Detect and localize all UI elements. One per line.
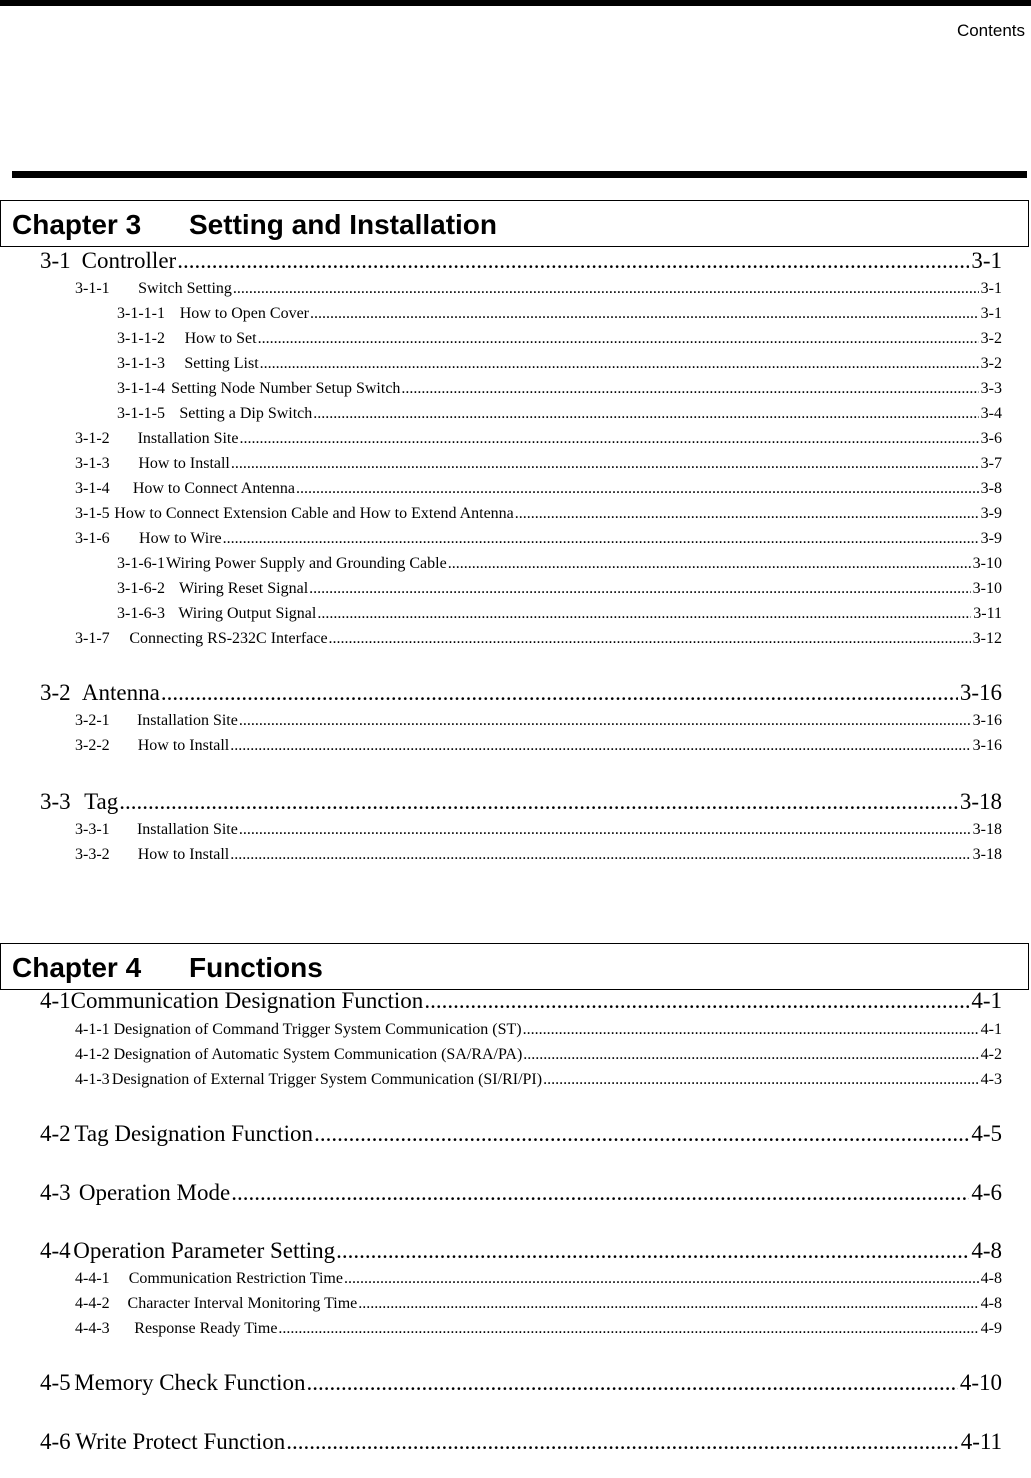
section-number: 3-1-1	[75, 280, 110, 297]
section-title: Designation of Command Trigger System Communication (ST)	[113, 1021, 522, 1038]
toc-entry[interactable]	[40, 1429, 1002, 1455]
dot-leader	[161, 680, 958, 706]
page-number: 3-3	[980, 380, 1002, 397]
section-title: Connecting RS-232C Interface	[129, 630, 328, 647]
section-number: 3-1-6-1	[117, 555, 165, 572]
dot-leader	[230, 737, 970, 755]
section-title: Wiring Reset Signal	[179, 580, 309, 597]
section-number: 4-2	[40, 1121, 71, 1146]
chapter-3-heading	[0, 200, 1029, 247]
section-title: Response Ready Time	[134, 1320, 278, 1337]
toc-entry[interactable]	[75, 1046, 1002, 1064]
page-number: 3-1	[980, 280, 1002, 297]
dot-leader	[314, 1121, 969, 1147]
section-number: 3-1-1-4	[117, 380, 165, 397]
chapter-4-heading	[0, 943, 1029, 990]
toc-entry[interactable]	[40, 1370, 1002, 1396]
section-number: 4-4-2	[75, 1295, 110, 1312]
dot-leader	[231, 455, 979, 473]
toc-entry[interactable]	[117, 305, 1002, 323]
running-head: Contents	[956, 21, 1025, 40]
section-number: 3-1-1-5	[117, 405, 165, 422]
toc-entry[interactable]	[40, 789, 1002, 815]
dot-leader	[515, 505, 979, 523]
toc-entry[interactable]	[75, 430, 1002, 448]
toc-entry[interactable]	[40, 680, 1002, 706]
section-title: Antenna	[81, 680, 160, 705]
toc-entry[interactable]	[75, 1270, 1002, 1288]
section-title: Write Protect Function	[75, 1429, 286, 1454]
toc-entry[interactable]	[40, 1238, 1002, 1264]
toc-entry[interactable]	[40, 1180, 1002, 1206]
page-number: 4-11	[960, 1429, 1002, 1454]
page-number: 3-16	[972, 737, 1002, 754]
page-number: 4-8	[971, 1238, 1002, 1263]
toc-entry[interactable]	[75, 1071, 1002, 1089]
top-rule	[0, 0, 1031, 6]
toc-entry[interactable]	[117, 380, 1002, 398]
dot-leader	[309, 580, 971, 598]
dot-leader	[296, 480, 979, 498]
dot-leader	[543, 1071, 979, 1089]
page-number: 3-9	[980, 530, 1002, 547]
section-title: Setting List	[184, 355, 259, 372]
toc-entry[interactable]	[40, 1121, 1002, 1147]
page-number: 3-18	[972, 821, 1002, 838]
dot-leader	[258, 330, 979, 348]
section-title: Installation Site	[137, 430, 239, 447]
section-number: 3-1-6-2	[117, 580, 165, 597]
section-number: 4-6	[40, 1429, 71, 1454]
toc-entry[interactable]	[117, 405, 1002, 423]
section-title: Memory Check Function	[74, 1370, 306, 1395]
section-number: 4-4-1	[75, 1270, 110, 1287]
section-number: 3-3	[40, 789, 71, 814]
page-number: 3-9	[980, 505, 1002, 522]
section-number: 4-4-3	[75, 1320, 110, 1337]
section-title: Designation of External Trigger System Communication (SI/RI/PI)	[111, 1071, 543, 1088]
section-number: 4-1	[40, 988, 71, 1013]
dot-leader	[401, 380, 978, 398]
section-number: 3-1-1-3	[117, 355, 165, 372]
toc-entry[interactable]	[75, 712, 1002, 730]
page-number: 3-12	[972, 630, 1002, 647]
section-number: 3-1-7	[75, 630, 110, 647]
section-number: 3-2	[40, 680, 71, 705]
dot-leader	[313, 405, 978, 423]
page-number: 4-8	[980, 1270, 1002, 1287]
section-number: 3-1-1-1	[117, 305, 165, 322]
dot-leader	[223, 530, 979, 548]
dot-leader	[336, 1238, 969, 1264]
section-title: Wiring Power Supply and Grounding Cable	[166, 555, 447, 572]
section-title: Designation of Automatic System Communication (SA/RA/PA)	[113, 1046, 523, 1063]
chapter-number: Chapter 4	[12, 952, 142, 983]
section-title: How to Connect Extension Cable and How to Extend Antenna	[114, 505, 514, 522]
toc-entry[interactable]	[75, 630, 1002, 648]
page-number: 4-1	[980, 1021, 1002, 1038]
section-title: How to Connect Antenna	[132, 480, 296, 497]
dot-leader	[233, 280, 979, 298]
section-number: 4-3	[40, 1180, 71, 1205]
toc-entry[interactable]	[75, 1295, 1002, 1313]
page-number: 3-6	[980, 430, 1002, 447]
section-number: 4-1-2	[75, 1046, 110, 1063]
dot-leader	[307, 1370, 958, 1396]
page-number: 4-8	[980, 1295, 1002, 1312]
dot-leader	[448, 555, 971, 573]
section-title: How to Install	[137, 737, 230, 754]
page-number: 3-18	[972, 846, 1002, 863]
section-title: Installation Site	[136, 712, 238, 729]
section-title: How to Set	[184, 330, 257, 347]
section-title: Wiring Output Signal	[178, 605, 317, 622]
page-number: 4-6	[971, 1180, 1002, 1205]
toc-entry[interactable]	[40, 248, 1002, 274]
page-number: 3-16	[959, 680, 1002, 705]
section-title: How to Wire	[139, 530, 222, 547]
page-number: 4-10	[959, 1370, 1002, 1395]
page-number: 4-1	[971, 988, 1002, 1013]
section-title: Communication Designation Function	[70, 988, 424, 1013]
dot-leader	[119, 789, 958, 815]
toc-entry[interactable]	[75, 1021, 1002, 1039]
section-number: 3-3-2	[75, 846, 110, 863]
toc-entry[interactable]	[75, 821, 1002, 839]
section-number: 3-3-1	[75, 821, 110, 838]
section-number: 3-1-6-3	[117, 605, 165, 622]
section-number: 3-2-1	[75, 712, 110, 729]
toc-entry[interactable]	[75, 737, 1002, 755]
dot-leader	[260, 355, 979, 373]
section-number: 4-5	[40, 1370, 71, 1395]
toc-entry[interactable]	[75, 846, 1002, 864]
section-number: 3-1-2	[75, 430, 110, 447]
page-number: 3-10	[972, 555, 1002, 572]
section-number: 3-1-4	[75, 480, 110, 497]
page-number: 4-9	[980, 1320, 1002, 1337]
section-title: Tag	[84, 789, 119, 814]
section-title: Switch Setting	[138, 280, 232, 297]
toc-entry[interactable]	[75, 505, 1002, 523]
section-number: 3-1-3	[75, 455, 110, 472]
section-title: Setting a Dip Switch	[179, 405, 313, 422]
page-number: 3-18	[959, 789, 1002, 814]
dot-leader	[230, 846, 970, 864]
toc-entry[interactable]	[117, 605, 1002, 623]
page-number: 3-2	[980, 355, 1002, 372]
dot-leader	[310, 305, 979, 323]
dot-leader	[329, 630, 971, 648]
header-rule	[12, 171, 1027, 178]
section-title: Operation Parameter Setting	[73, 1238, 336, 1263]
page-number: 3-4	[980, 405, 1002, 422]
toc-entry[interactable]	[117, 580, 1002, 598]
page-number: 4-3	[980, 1071, 1002, 1088]
dot-leader	[523, 1046, 978, 1064]
page-number: 3-1	[980, 305, 1002, 322]
toc-entry[interactable]	[117, 355, 1002, 373]
section-number: 3-1-5	[75, 505, 110, 522]
dot-leader	[358, 1295, 978, 1313]
section-number: 4-1-3	[75, 1071, 110, 1088]
section-title: Tag Designation Function	[74, 1121, 314, 1146]
page-number: 3-7	[980, 455, 1002, 472]
page-number: 3-2	[980, 330, 1002, 347]
toc-entry[interactable]	[75, 480, 1002, 498]
toc-entry[interactable]	[75, 530, 1002, 548]
page-number: 4-2	[980, 1046, 1002, 1063]
dot-leader	[278, 1320, 978, 1338]
dot-leader	[231, 1180, 969, 1206]
dot-leader	[286, 1429, 958, 1455]
section-title: Character Interval Monitoring Time	[127, 1295, 358, 1312]
section-number: 3-1-6	[75, 530, 110, 547]
page-number: 3-1	[971, 248, 1002, 273]
section-title: Setting Node Number Setup Switch	[171, 380, 401, 397]
section-number: 3-1-1-2	[117, 330, 165, 347]
page-number: 3-16	[972, 712, 1002, 729]
section-title: How to Install	[137, 846, 230, 863]
section-title: Operation Mode	[78, 1180, 231, 1205]
dot-leader	[523, 1021, 979, 1039]
section-title: Communication Restriction Time	[128, 1270, 343, 1287]
toc-entry[interactable]	[40, 988, 1002, 1014]
section-number: 4-1-1	[75, 1021, 110, 1038]
page-number: 3-8	[980, 480, 1002, 497]
toc-entry[interactable]	[117, 330, 1002, 348]
dot-leader	[424, 988, 969, 1014]
dot-leader	[239, 430, 978, 448]
toc-entry[interactable]	[75, 1320, 1002, 1338]
dot-leader	[317, 605, 971, 623]
section-title: How to Install	[138, 455, 230, 472]
page-number: 3-11	[973, 605, 1002, 622]
section-number: 3-1	[40, 248, 71, 273]
dot-leader	[239, 821, 971, 839]
section-number: 3-2-2	[75, 737, 110, 754]
toc-entry[interactable]	[117, 555, 1002, 573]
toc-entry[interactable]	[75, 455, 1002, 473]
section-title: Installation Site	[136, 821, 238, 838]
section-title: How to Open Cover	[179, 305, 309, 322]
page-number: 4-5	[971, 1121, 1002, 1146]
chapter-title: Functions	[189, 952, 323, 983]
toc-entry[interactable]	[75, 280, 1002, 298]
chapter-number: Chapter 3	[12, 209, 142, 240]
chapter-title: Setting and Installation	[189, 209, 498, 240]
section-title: Controller	[81, 248, 177, 273]
dot-leader	[177, 248, 969, 274]
dot-leader	[344, 1270, 979, 1288]
dot-leader	[239, 712, 971, 730]
section-number: 4-4	[40, 1238, 71, 1263]
page-number: 3-10	[972, 580, 1002, 597]
